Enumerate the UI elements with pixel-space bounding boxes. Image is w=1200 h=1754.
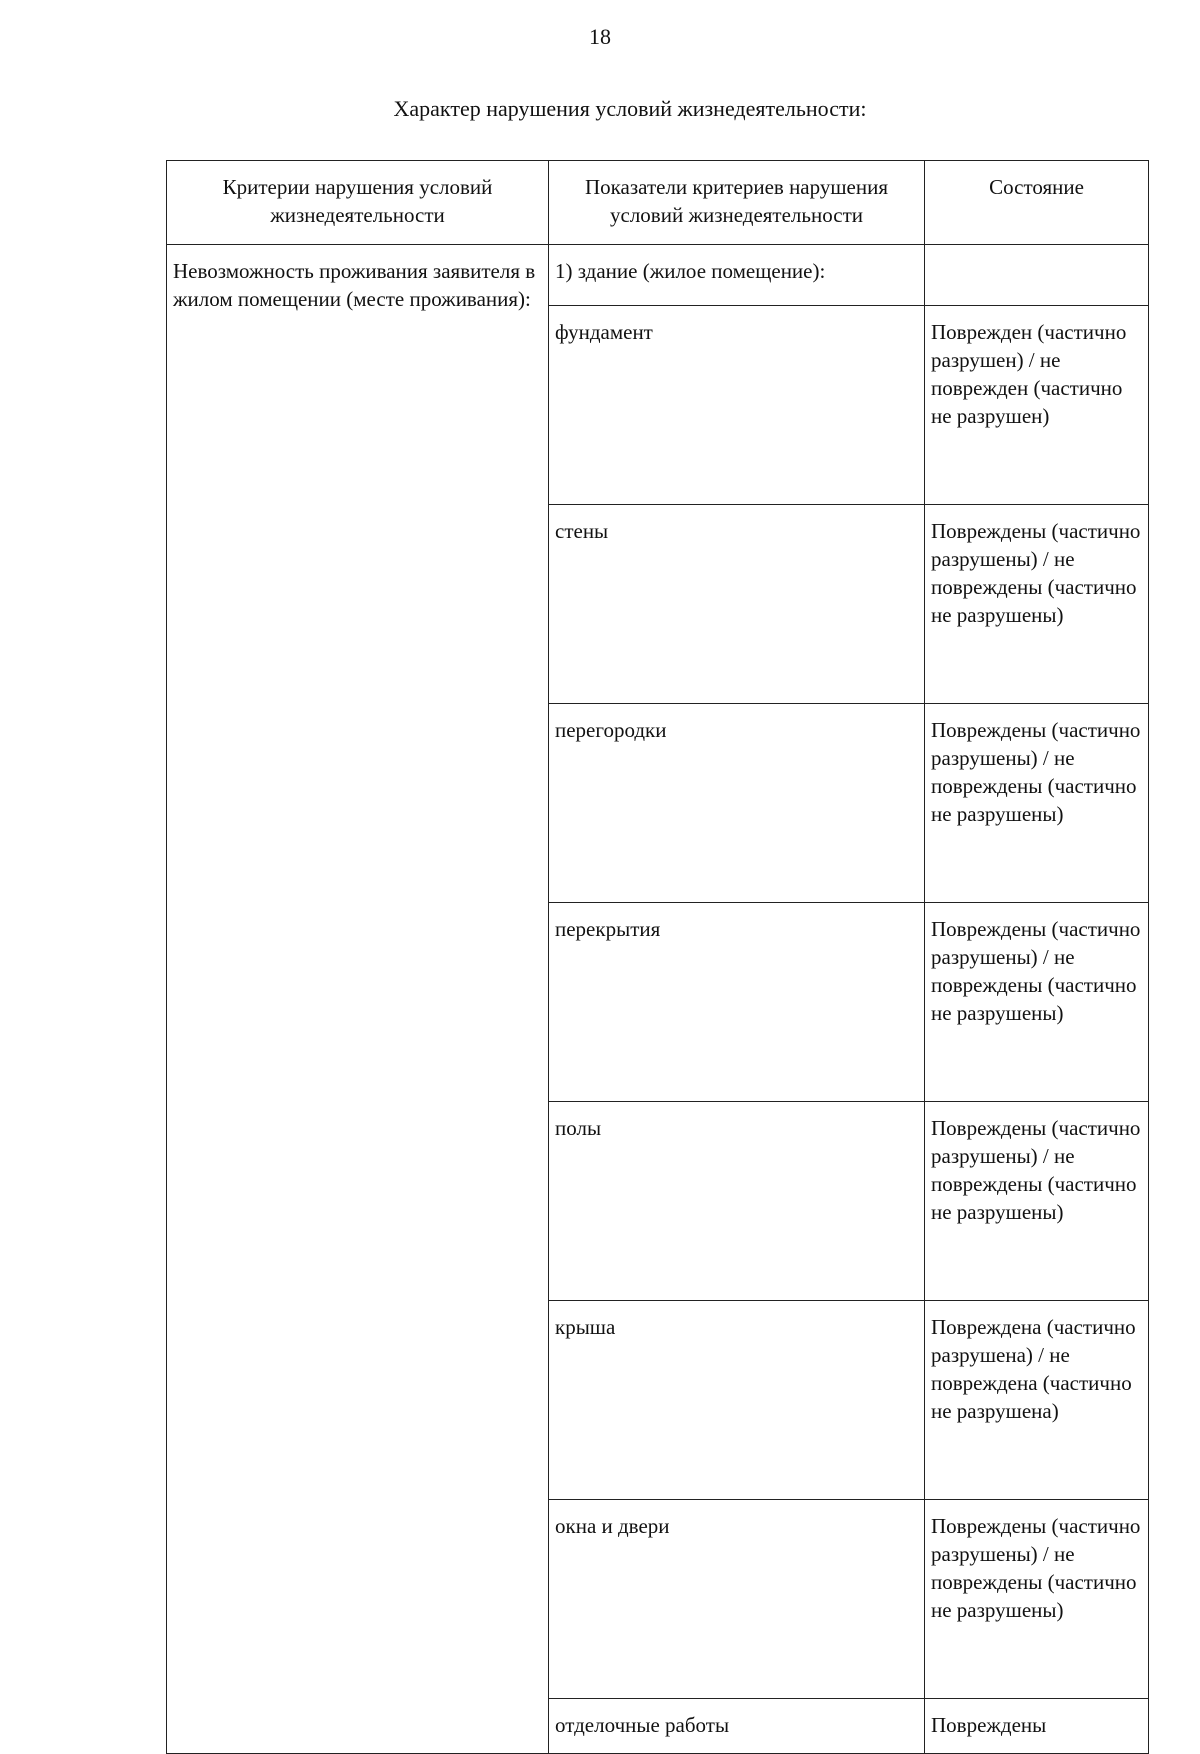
group-state-cell bbox=[925, 245, 1149, 306]
conditions-table bbox=[166, 160, 1149, 1754]
criterion-cell: Невозможность проживания заявителя в жилом помещении (месте проживания): bbox=[167, 245, 549, 1754]
indicator-cell: перегородки bbox=[549, 704, 925, 903]
state-cell: Поврежден (частично разрушен) / не поврежден (частично не разрушен) bbox=[925, 306, 1149, 505]
document-heading: Характер нарушения условий жизнедеятельности: bbox=[393, 96, 867, 121]
indicator-cell: крыша bbox=[549, 1301, 925, 1500]
table-row bbox=[167, 245, 1149, 306]
state-cell: Повреждены (частично разрушены) / не повреждены (частично не разрушены) bbox=[925, 1500, 1149, 1699]
group-title-cell: 1) здание (жилое помещение): bbox=[549, 245, 925, 306]
header-state: Состояние bbox=[925, 161, 1149, 245]
state-cell: Повреждены (частично разрушены) / не повреждены (частично не разрушены) bbox=[925, 1102, 1149, 1301]
state-cell: Повреждены bbox=[925, 1699, 1149, 1754]
state-cell: Повреждены (частично разрушены) / не повреждены (частично не разрушены) bbox=[925, 903, 1149, 1102]
state-cell: Повреждена (частично разрушена) / не повреждена (частично не разрушена) bbox=[925, 1301, 1149, 1500]
indicator-cell: стены bbox=[549, 505, 925, 704]
state-cell: Повреждены (частично разрушены) / не повреждены (частично не разрушены) bbox=[925, 505, 1149, 704]
indicator-cell: полы bbox=[549, 1102, 925, 1301]
indicator-cell: отделочные работы bbox=[549, 1699, 925, 1754]
page-number: 18 bbox=[589, 24, 611, 49]
state-cell: Повреждены (частично разрушены) / не повреждены (частично не разрушены) bbox=[925, 704, 1149, 903]
table-header-row bbox=[167, 161, 1149, 245]
indicator-cell: фундамент bbox=[549, 306, 925, 505]
indicator-cell: окна и двери bbox=[549, 1500, 925, 1699]
header-criteria: Критерии нарушения условий жизнедеятельности bbox=[167, 161, 549, 245]
header-indicators: Показатели критериев нарушения условий жизнедеятельности bbox=[549, 161, 925, 245]
indicator-cell: перекрытия bbox=[549, 903, 925, 1102]
